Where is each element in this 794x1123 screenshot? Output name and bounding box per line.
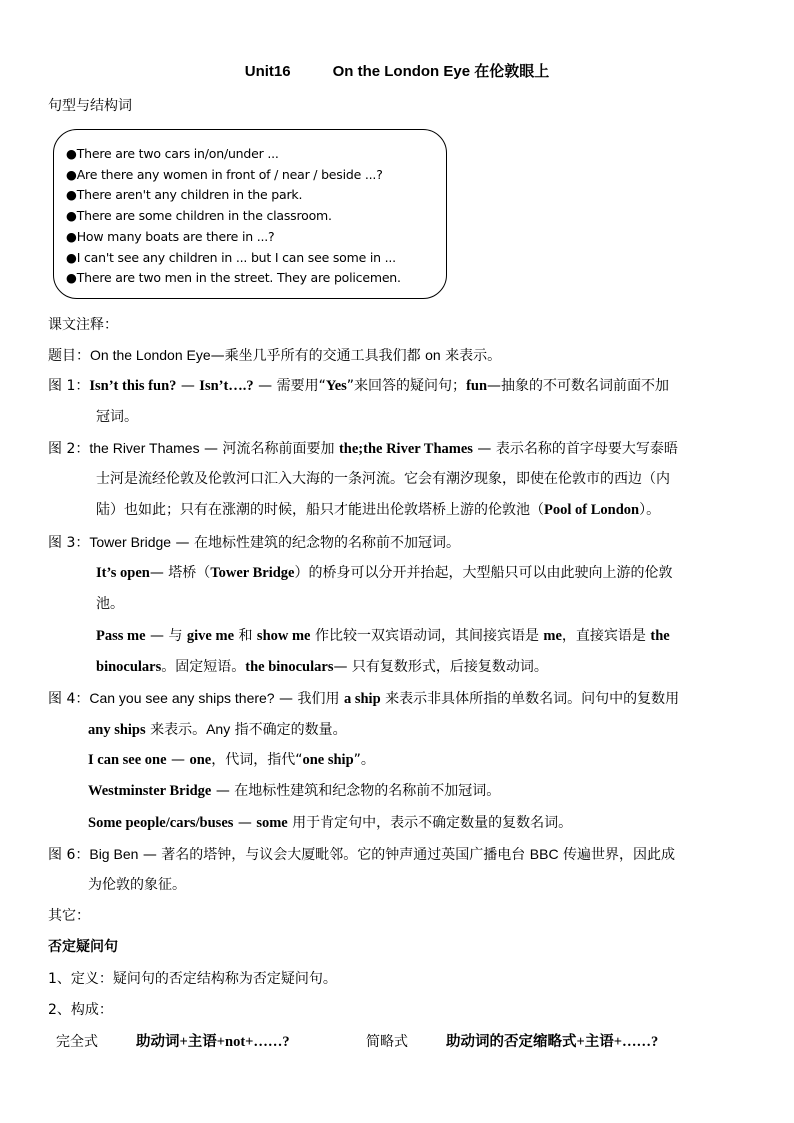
section-other-heading: 其它：	[48, 908, 90, 924]
full-form-label: 完全式	[56, 1034, 98, 1050]
note-picture-3-sub2: Pass me — 与 give me 和 show me 作比较一双宾语动词，其间接宾语是 me，直接宾语是 the	[96, 628, 670, 644]
note-picture-4-sub2: Westminster Bridge — 在地标性建筑和纪念物的名称前不加冠词。	[88, 783, 501, 799]
note-picture-4-sub3: Some people/cars/buses — some 用于肯定句中，表示不确定数量的复数名词。	[88, 815, 573, 831]
pattern-item: ●Are there any women in front of / near / beside ...?	[66, 166, 383, 182]
unit-number: Unit16	[244, 63, 291, 80]
section-notes-heading: 课文注释：	[48, 317, 118, 333]
pattern-item: ●I can't see any children in ... but I can see some in ...	[66, 249, 396, 265]
note-picture-3: 图 3：Tower Bridge — 在地标性建筑的纪念物的名称前不加冠词。	[48, 534, 460, 551]
definition-line: 1、定义：疑问句的否定结构称为否定疑问句。	[48, 971, 337, 987]
section-patterns-heading: 句型与结构词	[48, 98, 132, 114]
note-picture-1-cont: 冠词。	[96, 409, 138, 425]
unit-name: On the London Eye 在伦敦眼上	[332, 63, 550, 80]
pattern-item: ●There aren't any children in the park.	[66, 187, 303, 203]
note-picture-2-line3: 陆）也如此；只有在涨潮的时候，船只才能进出伦敦塔桥上游的伦敦池（Pool of London）。	[96, 502, 661, 518]
note-picture-1: 图 1：Isn’t this fun? — Isn’t….? — 需要用“Yes”来回答的疑问句；fun—抽象的不可数名词前面不加	[48, 378, 670, 394]
pattern-item: ●How many boats are there in ...?	[66, 228, 275, 244]
full-form-formula: 助动词+主语+not+……?	[136, 1034, 290, 1050]
patterns-box	[53, 129, 447, 299]
note-picture-4: 图 4：Can you see any ships there? — 我们用 a ship 来表示非具体所指的单数名词。问句中的复数用	[48, 690, 680, 707]
pattern-item: ●There are some children in the classroom.	[66, 208, 332, 224]
note-picture-4-sub1: I can see one — one，代词，指代“one ship”。	[88, 752, 375, 768]
note-topic: 题目：On the London Eye—乘坐几乎所有的交通工具我们都 on 来表示。	[48, 347, 502, 364]
short-form-label: 简略式	[366, 1034, 408, 1050]
note-picture-6: 图 6：Big Ben — 著名的塔钟，与议会大厦毗邻。它的钟声通过英国广播电台 BBC 传遍世界，因此成	[48, 846, 676, 863]
pattern-item: ●There are two cars in/on/under ...	[66, 146, 279, 161]
page-title	[0, 60, 794, 81]
note-picture-3-sub1-cont: 池。	[96, 596, 124, 612]
note-picture-4-cont: any ships 来表示。Any 指不确定的数量。	[88, 721, 347, 738]
structure-line: 2、构成：	[48, 1002, 113, 1018]
note-picture-3-sub2-cont: binoculars。固定短语。the binoculars— 只有复数形式，后接复数动词。	[96, 659, 548, 675]
note-picture-2: 图 2：the River Thames — 河流名称前面要加 the;the River Thames — 表示名称的首字母要大写泰晤	[48, 440, 678, 457]
negative-question-heading: 否定疑问句	[48, 939, 118, 955]
short-form-formula: 助动词的否定缩略式+主语+……?	[446, 1034, 659, 1050]
pattern-item: ●There are two men in the street. They are policemen.	[66, 270, 401, 286]
note-picture-2-line2: 士河是流经伦敦及伦敦河口汇入大海的一条河流。它会有潮汐现象，即使在伦敦市的西边（内	[96, 471, 670, 487]
note-picture-3-sub1: It’s open— 塔桥（Tower Bridge）的桥身可以分开并抬起，大型船只可以由此驶向上游的伦敦	[96, 565, 673, 581]
note-picture-6-cont: 为伦敦的象征。	[88, 877, 186, 893]
